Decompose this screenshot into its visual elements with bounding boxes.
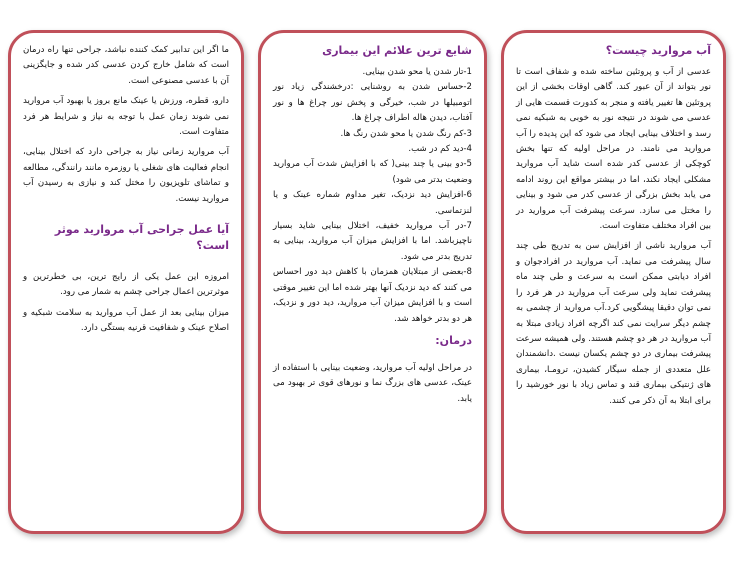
middle-panel (258, 30, 487, 534)
symptom-item: 3-کم رنگ شدن یا محو شدن رنگ ها. (340, 128, 472, 139)
surgery-effective-heading: آیا عمل جراحی آب مروارید موثر است؟ (54, 223, 229, 253)
symptom-item: 6-افزایش دید نزدیک، تغیر مداوم شماره عینک و یا لنزتماسی. (273, 190, 472, 216)
treatment-heading: درمان: (435, 333, 472, 347)
symptom-item: 5-دو بینی یا چند بینی( که با افزایش شدت آب مروارید وضعیت بدتر می شود) (273, 159, 472, 185)
surgery-need-paragraph: آب مروارید زمانی نیاز به جراحی دارد که اختلال بینایی، انجام فعالیت های شغلی یا روزمره مانند رانندگی، مطالعه و تماشای تلویزیون را مختل کند و نیازی به رسیدن آب مروارید نیست. (23, 147, 229, 204)
post-surgery-vision-paragraph: میزان بینایی بعد از عمل آب مروارید به سلامت شبکیه و اصلاح عینک و شفافیت قرنیه بستگی دارد. (23, 307, 229, 334)
symptom-item: 2-حساس شدن به روشنایی :درخشندگی زیاد نور اتومبیلها در شب، خیرگی و پخش نور چراغ ها و نور آفتاب، دیدن هاله اطراف چراغ ها. (273, 82, 472, 124)
definition-paragraph: عدسی از آب و پروتئین ساخته شده و شفاف است تا نور بتواند از آن عبور کند. گاهی اوقات بخشی از این پروتئین ها تغییر یافته و منجر به کدورت قسمت هایی از عدسی می شوند در نتیجه نور به خوبی به شبکیه نمی رسد و اختلاف بینایی ایجاد می شود که این پدیده را آب مروارید می نامند. در مراحل اولیه که تنها بخش کوچکی از عدسی کدر شده است شاید آب مروارید مشکلی ایجاد نکند، اما در بیشتر مواقع این روند ادامه می یابد بخش بزرگی از عدسی کدر می شود و بینایی را مختل می سازد. سرعت پیشرفت آب مروارید در بین افراد مختلف متفاوت است. (516, 67, 711, 232)
no-prevention-paragraph: دارو، قطره، ورزش یا عینک مانع بروز یا بهبود آب مروارید نمی شوند زمان عمل با توجه به نیاز و شرایط هر فرد متفاوت است. (23, 96, 229, 138)
left-panel (8, 30, 244, 534)
surgery-intro-paragraph: ما اگر این تدابیر کمک کننده نباشد، جراحی تنها راه درمان است که شامل خارج کردن عدسی کدر شده و جایگزینی آن با عدسی مصنوعی است. (23, 45, 229, 86)
surgery-safety-paragraph: امروزه این عمل یکی از رایج ترین، بی خطرترین و موثرترین اعمال جراحی چشم به شمار می رود. (23, 272, 229, 298)
symptoms-heading: شایع ترین علائم این بیماری (322, 44, 472, 57)
symptom-item: 1-تار شدن یا محو شدن بینایی. (362, 67, 472, 77)
what-is-cataract-heading: آب مروارید چیست؟ (605, 44, 711, 57)
symptom-item: 7-در آب مروارید خفیف، اختلال بینایی شاید بسیار ناچیزباشد. اما با افزایش میزان آب مروارید، بینایی به تدریج بدتر می شود. (273, 221, 472, 262)
symptom-item: 8-بعضی از مبتلایان همزمان با کاهش دید دور احساس می کنند که دید نزدیک آنها بهتر شده اما این تغییر موقتی است و با افزایش میزان آب مروارید، دید دور و نزدیک، هر دو بدتر خواهد شد. (273, 267, 472, 324)
progression-paragraph: آب مروارید ناشی از افزایش سن به تدریج طی چند سال پیشرفت می نماید. آب مروارید در افرادجوان و افراد دیابتی ممکن است به سرعت و طی چند ماه پیشرفت نماید ولی سرعت آب مروارید در هر فرد را نمی توان دقیقا پیشگویی کرد.آب مروارید از چشمی به چشم دیگر سرایت نمی کند اگرچه افراد زیادی مبتلا به آب مروارید در هر دو چشم هستند. ولی همیشه سرعت پیشرفت بیماری در دو چشم یکسان نیست .دانشمندان علل متعددی از جمله سیگار کشیدن، ترومـا، بیماری های ژنتیکی بیماری قند و تماس زیاد با نور خورشید را برای ابتلا به آن ذکر می کنند. (516, 241, 711, 406)
symptom-item: 4-دید کم در شب. (408, 144, 472, 155)
treatment-paragraph: در مراحل اولیه آب مروارید، وضعیت بینایی با استفاده از عینک، عدسی های بزرگ نما و نورهای قوی تر بهبود می یابد. (273, 362, 472, 404)
right-panel (501, 30, 726, 534)
